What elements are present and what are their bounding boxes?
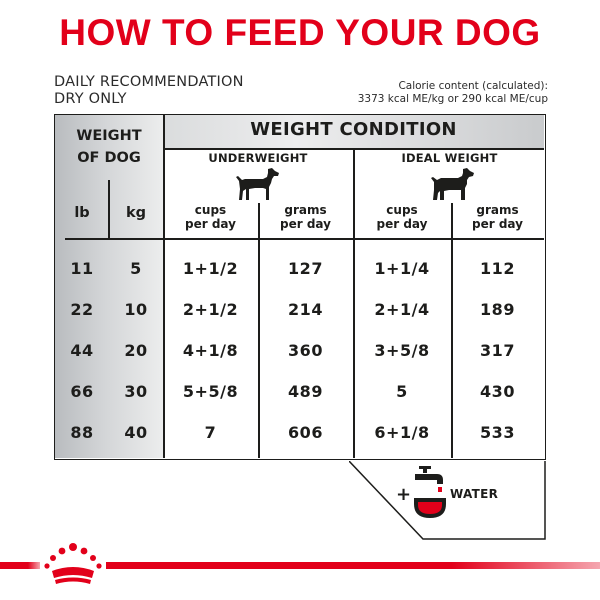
calorie-content-label: Calorie content (calculated): bbox=[398, 80, 548, 92]
cups-label: cups bbox=[386, 203, 418, 217]
row-1-ideal-grams: 112 bbox=[480, 259, 515, 278]
dog-ideal-icon bbox=[430, 167, 476, 201]
crown-logo bbox=[42, 541, 104, 585]
row-5-lb: 88 bbox=[70, 423, 94, 442]
row-5-ideal-cups: 6+1/8 bbox=[374, 423, 430, 442]
row-3-ideal-grams: 317 bbox=[480, 341, 515, 360]
dry-only-label: DRY ONLY bbox=[54, 91, 127, 107]
header-divider bbox=[163, 148, 544, 150]
cups-label: cups bbox=[194, 203, 227, 217]
row-2-underweight-cups: 2+1/2 bbox=[182, 300, 239, 319]
per-day-label: per day bbox=[185, 217, 236, 231]
row-1-underweight-cups: 1+1/2 bbox=[182, 259, 239, 278]
header-divider bbox=[65, 238, 544, 240]
row-3-kg: 20 bbox=[124, 341, 148, 360]
page-title: HOW TO FEED YOUR DOG bbox=[59, 12, 541, 53]
weight-of-dog-line2: OF DOG bbox=[77, 150, 141, 166]
ideal-grams-header bbox=[451, 203, 544, 231]
row-5-ideal-grams: 533 bbox=[480, 423, 515, 442]
row-5-kg: 40 bbox=[124, 423, 148, 442]
row-2-ideal-grams: 189 bbox=[480, 300, 515, 319]
per-day-label: per day bbox=[376, 217, 428, 231]
row-4-kg: 30 bbox=[124, 382, 148, 401]
kg-header: kg bbox=[125, 205, 147, 221]
row-2-lb: 22 bbox=[70, 300, 94, 319]
row-1-kg: 5 bbox=[130, 259, 142, 278]
row-1-underweight-grams: 127 bbox=[288, 259, 323, 278]
grams-label: grams bbox=[284, 203, 327, 217]
row-2-kg: 10 bbox=[124, 300, 148, 319]
row-4-ideal-grams: 430 bbox=[480, 382, 515, 401]
underweight-grams-header bbox=[258, 203, 353, 231]
water-label: WATER bbox=[450, 487, 499, 501]
dog-underweight-icon bbox=[235, 167, 281, 201]
feeding-table bbox=[54, 114, 546, 460]
plus-sign: + bbox=[396, 484, 412, 505]
row-4-lb: 66 bbox=[70, 382, 94, 401]
ideal-weight-header: IDEAL WEIGHT bbox=[401, 151, 498, 165]
grams-label: grams bbox=[476, 203, 519, 217]
row-5-underweight-grams: 606 bbox=[288, 423, 323, 442]
tap-bowl-icon bbox=[413, 466, 447, 524]
ideal-cups-header bbox=[353, 203, 451, 231]
row-1-lb: 11 bbox=[70, 259, 94, 278]
per-day-label: per day bbox=[472, 217, 523, 231]
row-3-underweight-grams: 360 bbox=[288, 341, 323, 360]
calorie-content bbox=[358, 80, 548, 106]
underweight-header: UNDERWEIGHT bbox=[208, 151, 308, 165]
daily-recommendation-label: DAILY RECOMMENDATION bbox=[54, 74, 244, 90]
weight-of-dog-header bbox=[55, 125, 163, 169]
row-4-underweight-cups: 5+5/8 bbox=[182, 382, 239, 401]
lb-header: lb bbox=[74, 205, 90, 221]
row-2-underweight-grams: 214 bbox=[288, 300, 323, 319]
row-5-underweight-cups: 7 bbox=[204, 423, 217, 442]
water-box bbox=[349, 461, 547, 540]
row-3-ideal-cups: 3+5/8 bbox=[374, 341, 430, 360]
calorie-content-value: 3373 kcal ME/kg or 290 kcal ME/cup bbox=[357, 93, 548, 105]
row-3-lb: 44 bbox=[70, 341, 94, 360]
underweight-cups-header bbox=[163, 203, 258, 231]
row-4-underweight-grams: 489 bbox=[288, 382, 323, 401]
footer-line-right bbox=[106, 562, 600, 569]
row-4-ideal-cups: 5 bbox=[396, 382, 408, 401]
row-2-ideal-cups: 2+1/4 bbox=[374, 300, 430, 319]
column-divider bbox=[451, 203, 453, 458]
weight-condition-header: WEIGHT CONDITION bbox=[250, 119, 457, 140]
row-1-ideal-cups: 1+1/4 bbox=[374, 259, 430, 278]
weight-of-dog-line1: WEIGHT bbox=[76, 128, 142, 144]
daily-recommendation bbox=[54, 74, 244, 108]
row-3-underweight-cups: 4+1/8 bbox=[182, 341, 239, 360]
column-divider bbox=[258, 203, 260, 458]
footer-line-left bbox=[0, 562, 40, 569]
column-divider bbox=[163, 115, 165, 458]
per-day-label: per day bbox=[280, 217, 331, 231]
